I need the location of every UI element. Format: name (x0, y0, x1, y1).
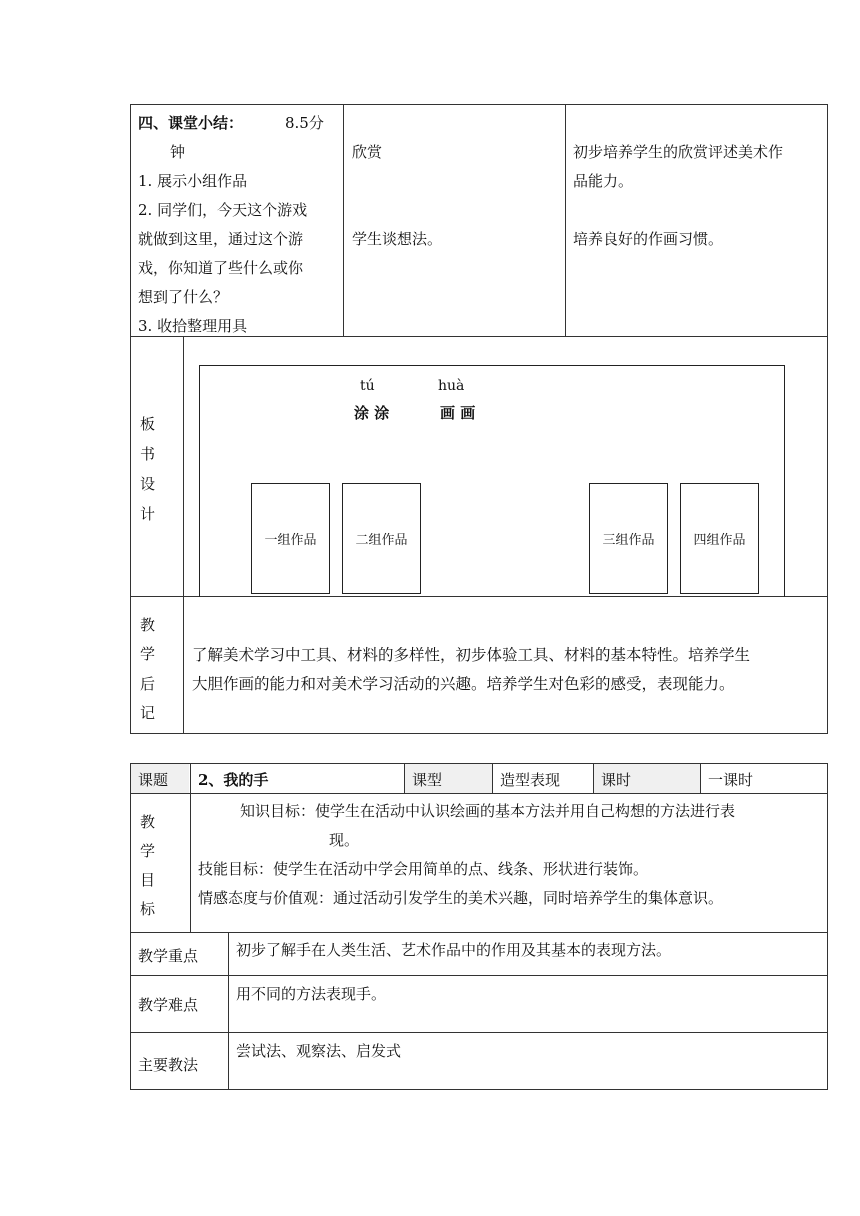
methods-value: 尝试法、观察法、启发式 (236, 1042, 402, 1060)
reflection-label-char: 后 (140, 675, 156, 693)
reflection-label-char: 学 (140, 645, 156, 663)
group-work-1: 一组作品 (251, 483, 330, 594)
group-work-3: 三组作品 (589, 483, 668, 594)
key-point-label: 教学重点 (138, 947, 199, 965)
knowledge-goal-cont: 现。 (329, 831, 360, 849)
summary-step-2-cont: 就做到这里，通过这个游 (138, 230, 304, 248)
student-activity-2: 学生谈想法。 (352, 230, 443, 248)
board-label-char: 书 (140, 445, 156, 463)
emotion-goal: 情感态度与价值观：通过活动引发学生的美术兴趣，同时培养学生的集体意识。 (198, 889, 724, 907)
goals-label-char: 教 (140, 813, 156, 831)
topic-label: 课题 (138, 771, 169, 789)
reflection-text: 大胆作画的能力和对美术学习活动的兴趣。培养学生对色彩的感受，表现能力。 (192, 675, 735, 693)
summary-step-2-cont: 想到了什么？ (138, 288, 229, 306)
group-work-4: 四组作品 (680, 483, 759, 594)
summary-title: 四、课堂小结： (138, 114, 244, 132)
pinyin-tu: tú (360, 378, 375, 394)
pinyin-hua: huà (438, 378, 465, 394)
topic-value: 2、我的手 (198, 771, 269, 789)
summary-step-2-cont: 戏，你知道了些什么或你 (138, 259, 304, 277)
lesson-type-label: 课型 (412, 771, 443, 789)
summary-step-2: 2. 同学们，今天这个游戏 (138, 201, 308, 219)
lesson-hours-value: 一课时 (708, 771, 754, 789)
board-title-tu: 涂 涂 (354, 404, 390, 422)
summary-step-1: 1. 展示小组作品 (138, 172, 248, 190)
goals-label-char: 学 (140, 842, 156, 860)
board-label-char: 设 (140, 475, 156, 493)
board-title-hua: 画 画 (440, 404, 476, 422)
goals-label-char: 标 (140, 900, 156, 918)
difficulty-label: 教学难点 (138, 996, 199, 1014)
lesson-type-value: 造型表现 (500, 771, 561, 789)
summary-text: 钟 (170, 143, 186, 161)
board-label-char: 计 (140, 505, 156, 523)
board-label-char: 板 (140, 415, 156, 433)
summary-time: 8.5分 (285, 114, 324, 132)
reflection-label-char: 记 (140, 704, 156, 722)
design-intent-2: 培养良好的作画习惯。 (573, 230, 724, 248)
group-work-2: 二组作品 (342, 483, 421, 594)
skill-goal: 技能目标：使学生在活动中学会用简单的点、线条、形状进行装饰。 (198, 860, 649, 878)
goals-label-char: 目 (140, 871, 156, 889)
design-intent-1-cont: 品能力。 (573, 172, 634, 190)
knowledge-goal: 知识目标：使学生在活动中认识绘画的基本方法并用自己构想的方法进行表 (240, 802, 736, 820)
difficulty-value: 用不同的方法表现手。 (236, 985, 387, 1003)
reflection-label-char: 教 (140, 616, 156, 634)
summary-step-3: 3. 收拾整理用具 (138, 317, 248, 335)
student-activity-1: 欣赏 (352, 143, 383, 161)
lesson-hours-label: 课时 (601, 771, 632, 789)
key-point-value: 初步了解手在人类生活、艺术作品中的作用及其基本的表现方法。 (236, 941, 672, 959)
reflection-text: 了解美术学习中工具、材料的多样性，初步体验工具、材料的基本特性。培养学生 (192, 646, 751, 664)
methods-label: 主要教法 (138, 1056, 199, 1074)
design-intent-1: 初步培养学生的欣赏评述美术作 (573, 143, 784, 161)
